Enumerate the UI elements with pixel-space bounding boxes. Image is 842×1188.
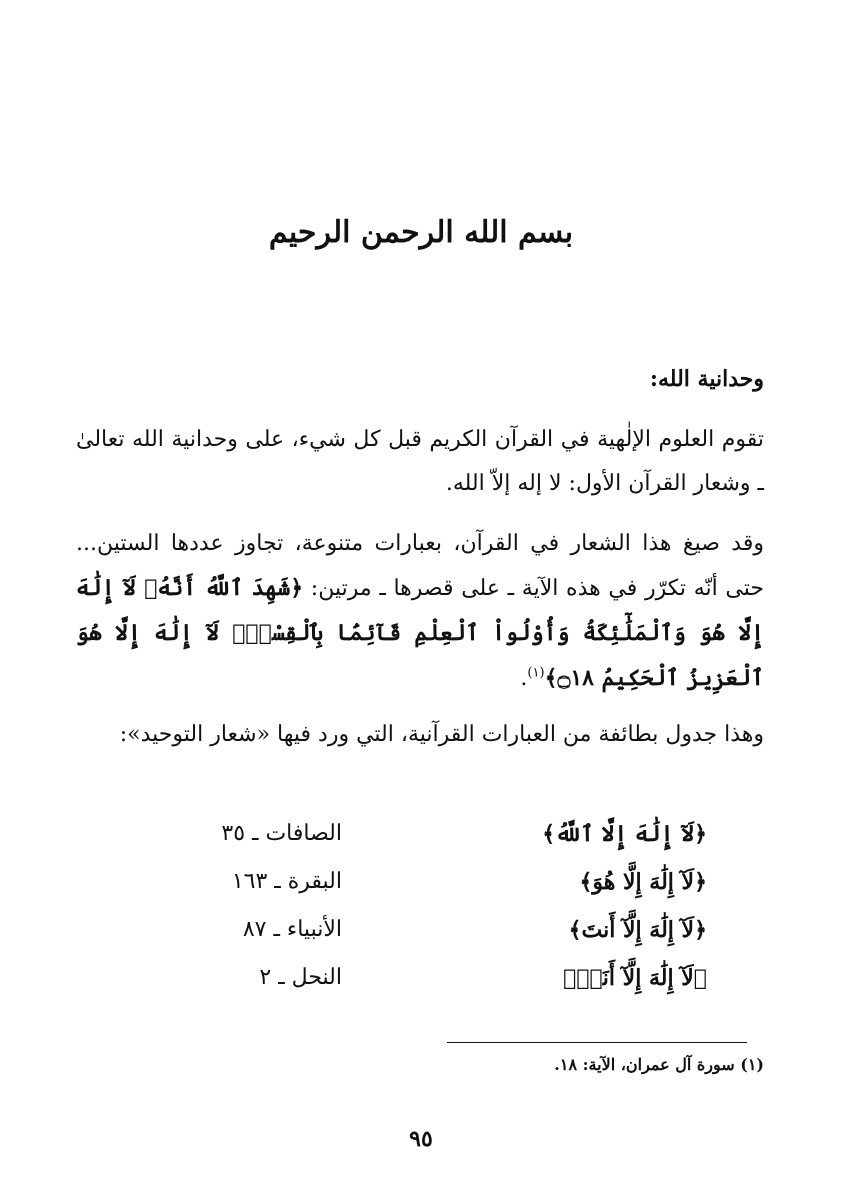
page-number: ٩٥ (409, 1126, 433, 1152)
verse-phrase: ﴿لَآ إِلَٰهَ إِلَّآ أَنتَ﴾ (568, 917, 707, 943)
table-row (0, 860, 842, 908)
basmala-heading: بسم الله الرحمن الرحيم (268, 215, 574, 250)
verse-reference: النحل ـ ٢ (259, 965, 342, 990)
table-row (0, 956, 842, 1004)
verse-reference: البقرة ـ ١٦٣ (231, 869, 342, 894)
quran-verse: ﴿شَهِدَ ٱللَّهُ أَنَّهُۥ لَآ إِلَٰهَ إِلَّا هُوَ وَٱلْمَلَٰٓئِكَةُ وَأُوْلُواْ ٱلْعِلْمِ قَآئِمَۢا بِٱلْقِسْطِۚ لَآ إِلَٰهَ إِلَّا هُوَ ٱلْعَزِيزُ ٱلْحَكِيمُ ۝١٨﴾ (76, 575, 764, 691)
verse-phrase: ﴿لَآ إِلَٰهَ إِلَّا ٱللَّهُ﴾ (542, 821, 707, 847)
table-row (0, 812, 842, 860)
section-title: وحدانية الله: (649, 366, 764, 392)
footnote-marker: (١) (527, 665, 545, 681)
paragraph-1: تقوم العلوم الإلٰهية في القرآن الكريم قبل كل شيء، على وحدانية الله تعالىٰ ـ وشعار القرآن الأول: لا إله إلاّ الله. (76, 427, 764, 496)
paragraph-2 (76, 522, 764, 701)
paragraph-3: وهذا جدول بطائفة من العبارات القرآنية، التي ورد فيها «شعار التوحيد»: (119, 722, 764, 747)
verse-phrase: ﴿لَآ إِلَٰهَ إِلَّآ أَنَا۠﴾ (563, 965, 707, 991)
verse-reference: الأنبياء ـ ٨٧ (242, 917, 342, 942)
verse-phrase: ﴿لَآ إِلَٰهَ إِلَّا هُوَ﴾ (579, 869, 707, 895)
table-row (0, 908, 842, 956)
footnote: (١) سورة آل عمران، الآية: ١٨. (554, 1055, 764, 1074)
paragraph-2-text: وقد صيغ هذا الشعار في القرآن، بعبارات متنوعة، تجاوز عددها الستين... حتى أنّه تكرّر في هذه الآية ـ على قصرها ـ مرتين: (76, 531, 764, 601)
footnote-divider (447, 1042, 747, 1043)
verse-reference: الصافات ـ ٣٥ (221, 821, 342, 846)
paragraph-2-end: . (520, 666, 528, 691)
